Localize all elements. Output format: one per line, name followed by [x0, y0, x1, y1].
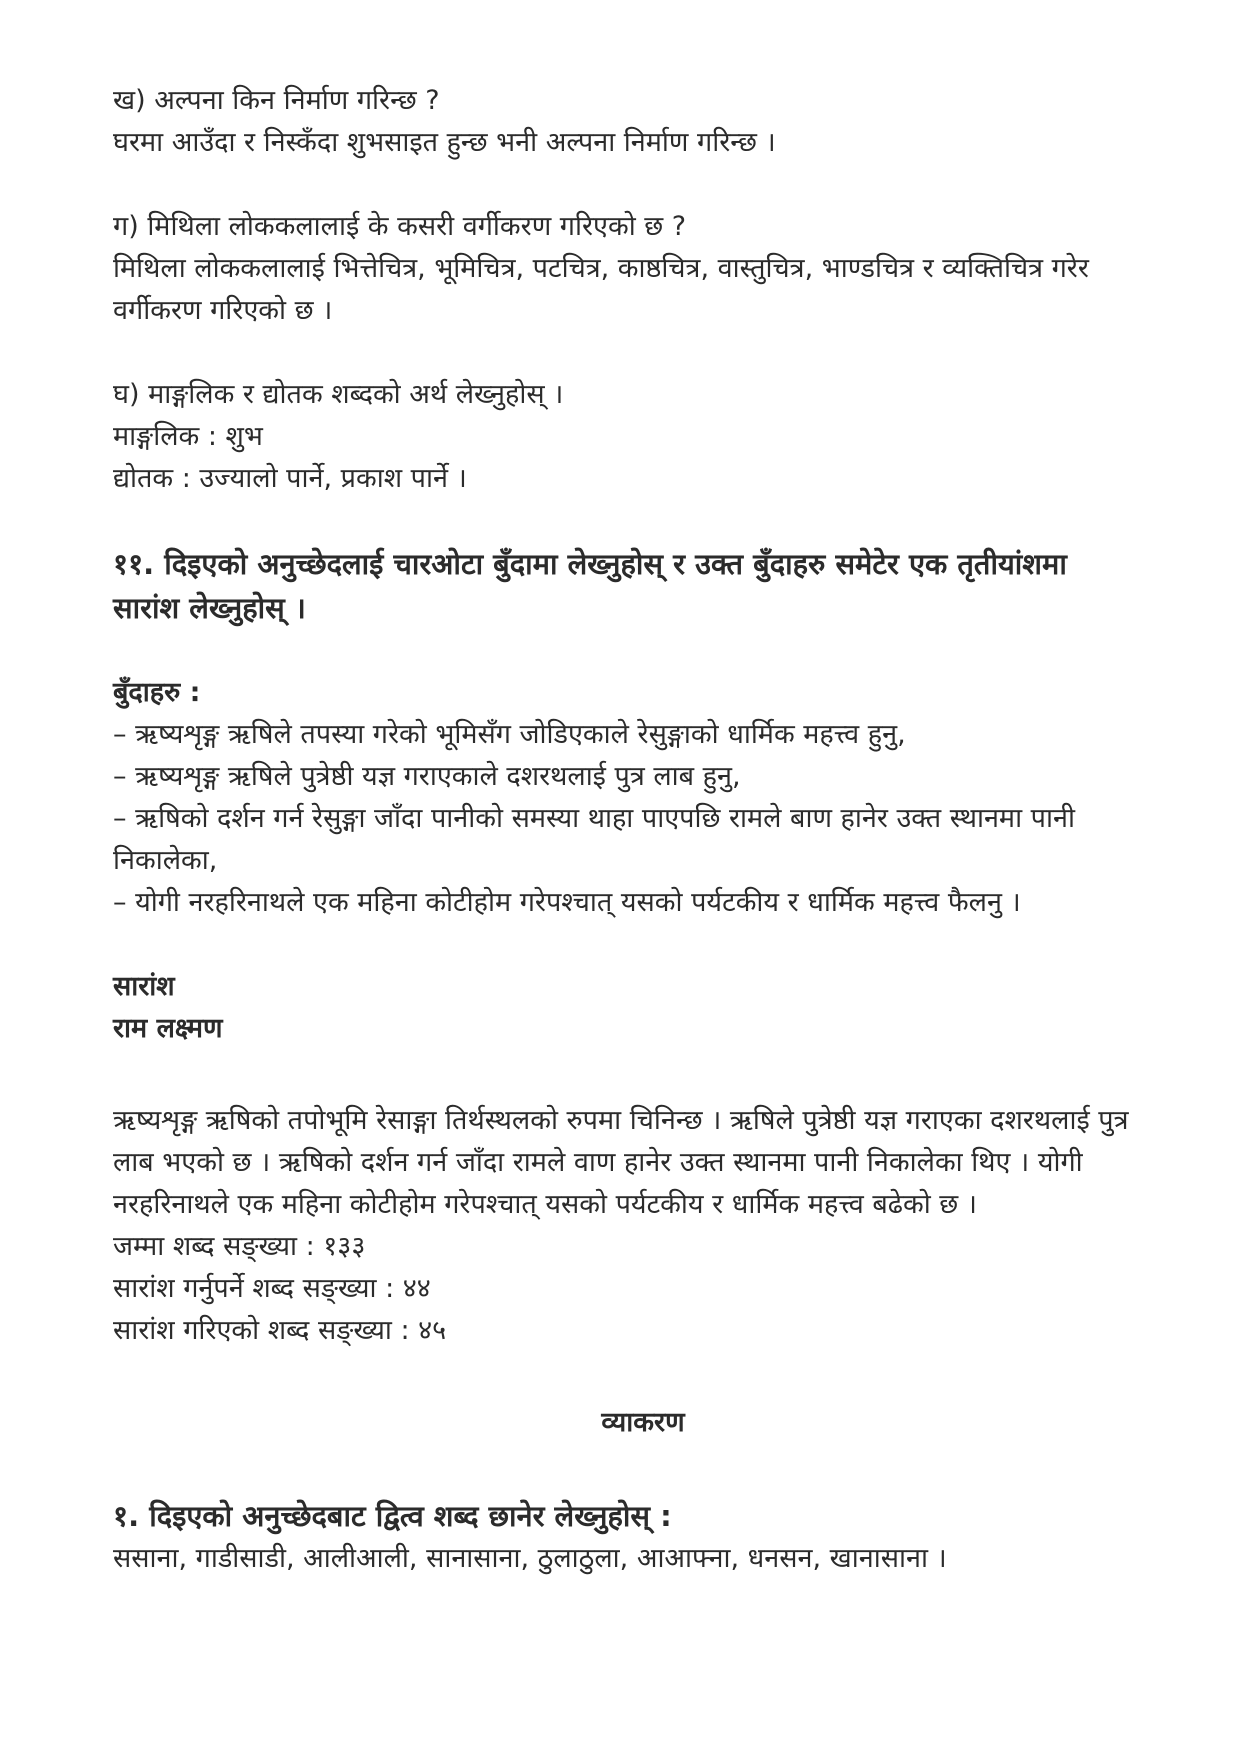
summary-label: सारांश: [113, 971, 175, 1002]
definition-mangalik: माङ्गलिक : शुभ: [113, 421, 263, 452]
point-item: – ऋषिको दर्शन गर्न रेसुङ्गा जाँदा पानीको समस्या थाहा पाएपछि रामले बाण हानेर उक्त स्थानमा पानी: [113, 803, 1075, 834]
word-count-total: जम्मा शब्द सङ्ख्या : १३३: [113, 1231, 366, 1262]
answer-ga-line1: मिथिला लोककलालाई भित्तेचित्र, भूमिचित्र, पटचित्र, काष्ठचित्र, वास्तुचित्र, भाण्डचित्र र व्यक्तिचित्र गरेर: [113, 253, 1089, 284]
document-page: [113, 80, 1173, 1580]
point-item: – ऋष्यशृङ्ग ऋषिले तपस्या गरेको भूमिसँग जोडिएकाले रेसुङ्गाको धार्मिक महत्त्व हुनु,: [113, 719, 906, 750]
word-count-required: सारांश गर्नुपर्ने शब्द सङ्ख्या : ४४: [113, 1273, 431, 1304]
grammar-answer-1: ससाना, गाडीसाडी, आलीआली, सानासाना, ठुलाठुला, आआफ्ना, धनसन, खानासाना ।: [113, 1543, 947, 1574]
answer-kha: घरमा आउँदा र निस्कँदा शुभसाइत हुन्छ भनी अल्पना निर्माण गरिन्छ ।: [113, 127, 776, 158]
summary-line: लाब भएको छ । ऋषिको दर्शन गर्न जाँदा रामले वाण हानेर उक्त स्थानमा पानी निकालेका थिए । योगी: [113, 1147, 1083, 1178]
word-count-done: सारांश गरिएको शब्द सङ्ख्या : ४५: [113, 1315, 447, 1346]
question-kha: ख) अल्पना किन निर्माण गरिन्छ ?: [113, 85, 440, 116]
point-item: – ऋष्यशृङ्ग ऋषिले पुत्रेष्ठी यज्ञ गराएकाले दशरथलाई पुत्र लाब हुनु,: [113, 761, 741, 792]
summary-title: राम लक्ष्मण: [113, 1013, 223, 1044]
answer-ga-line2: वर्गीकरण गरिएको छ ।: [113, 295, 333, 326]
grammar-section-title: व्याकरण: [601, 1407, 685, 1438]
grammar-question-1-heading: १. दिइएको अनुच्छेदबाट द्वित्व शब्द छानेर लेख्नुहोस् :: [113, 1499, 672, 1533]
summary-line: नरहरिनाथले एक महिना कोटीहोम गरेपश्चात् यसको पर्यटकीय र धार्मिक महत्त्व बढेको छ ।: [113, 1189, 978, 1220]
question-ga: ग) मिथिला लोककलालाई के कसरी वर्गीकरण गरिएको छ ?: [113, 211, 687, 242]
question-11-heading-line2: सारांश लेख्नुहोस् ।: [113, 591, 306, 625]
points-label: बुँदाहरु :: [113, 677, 201, 708]
definition-dyotak: द्योतक : उज्यालो पार्ने, प्रकाश पार्ने ।: [113, 463, 467, 494]
question-11-heading-line1: ११. दिइएको अनुच्छेदलाई चारओटा बुँदामा लेख्नुहोस् र उक्त बुँदाहरु समेटेर एक तृतीयांशमा: [113, 547, 1067, 581]
point-item-continued: निकालेका,: [113, 845, 218, 876]
question-gha: घ) माङ्गलिक र द्योतक शब्दको अर्थ लेख्नुहोस् ।: [113, 379, 564, 410]
summary-line: ऋष्यशृङ्ग ऋषिको तपोभूमि रेसाङ्गा तिर्थस्थलको रुपमा चिनिन्छ । ऋषिले पुत्रेष्ठी यज्ञ गराएका दशरथलाई पुत्र: [113, 1105, 1129, 1136]
point-item: – योगी नरहरिनाथले एक महिना कोटीहोम गरेपश्चात् यसको पर्यटकीय र धार्मिक महत्त्व फैलनु ।: [113, 887, 1021, 918]
